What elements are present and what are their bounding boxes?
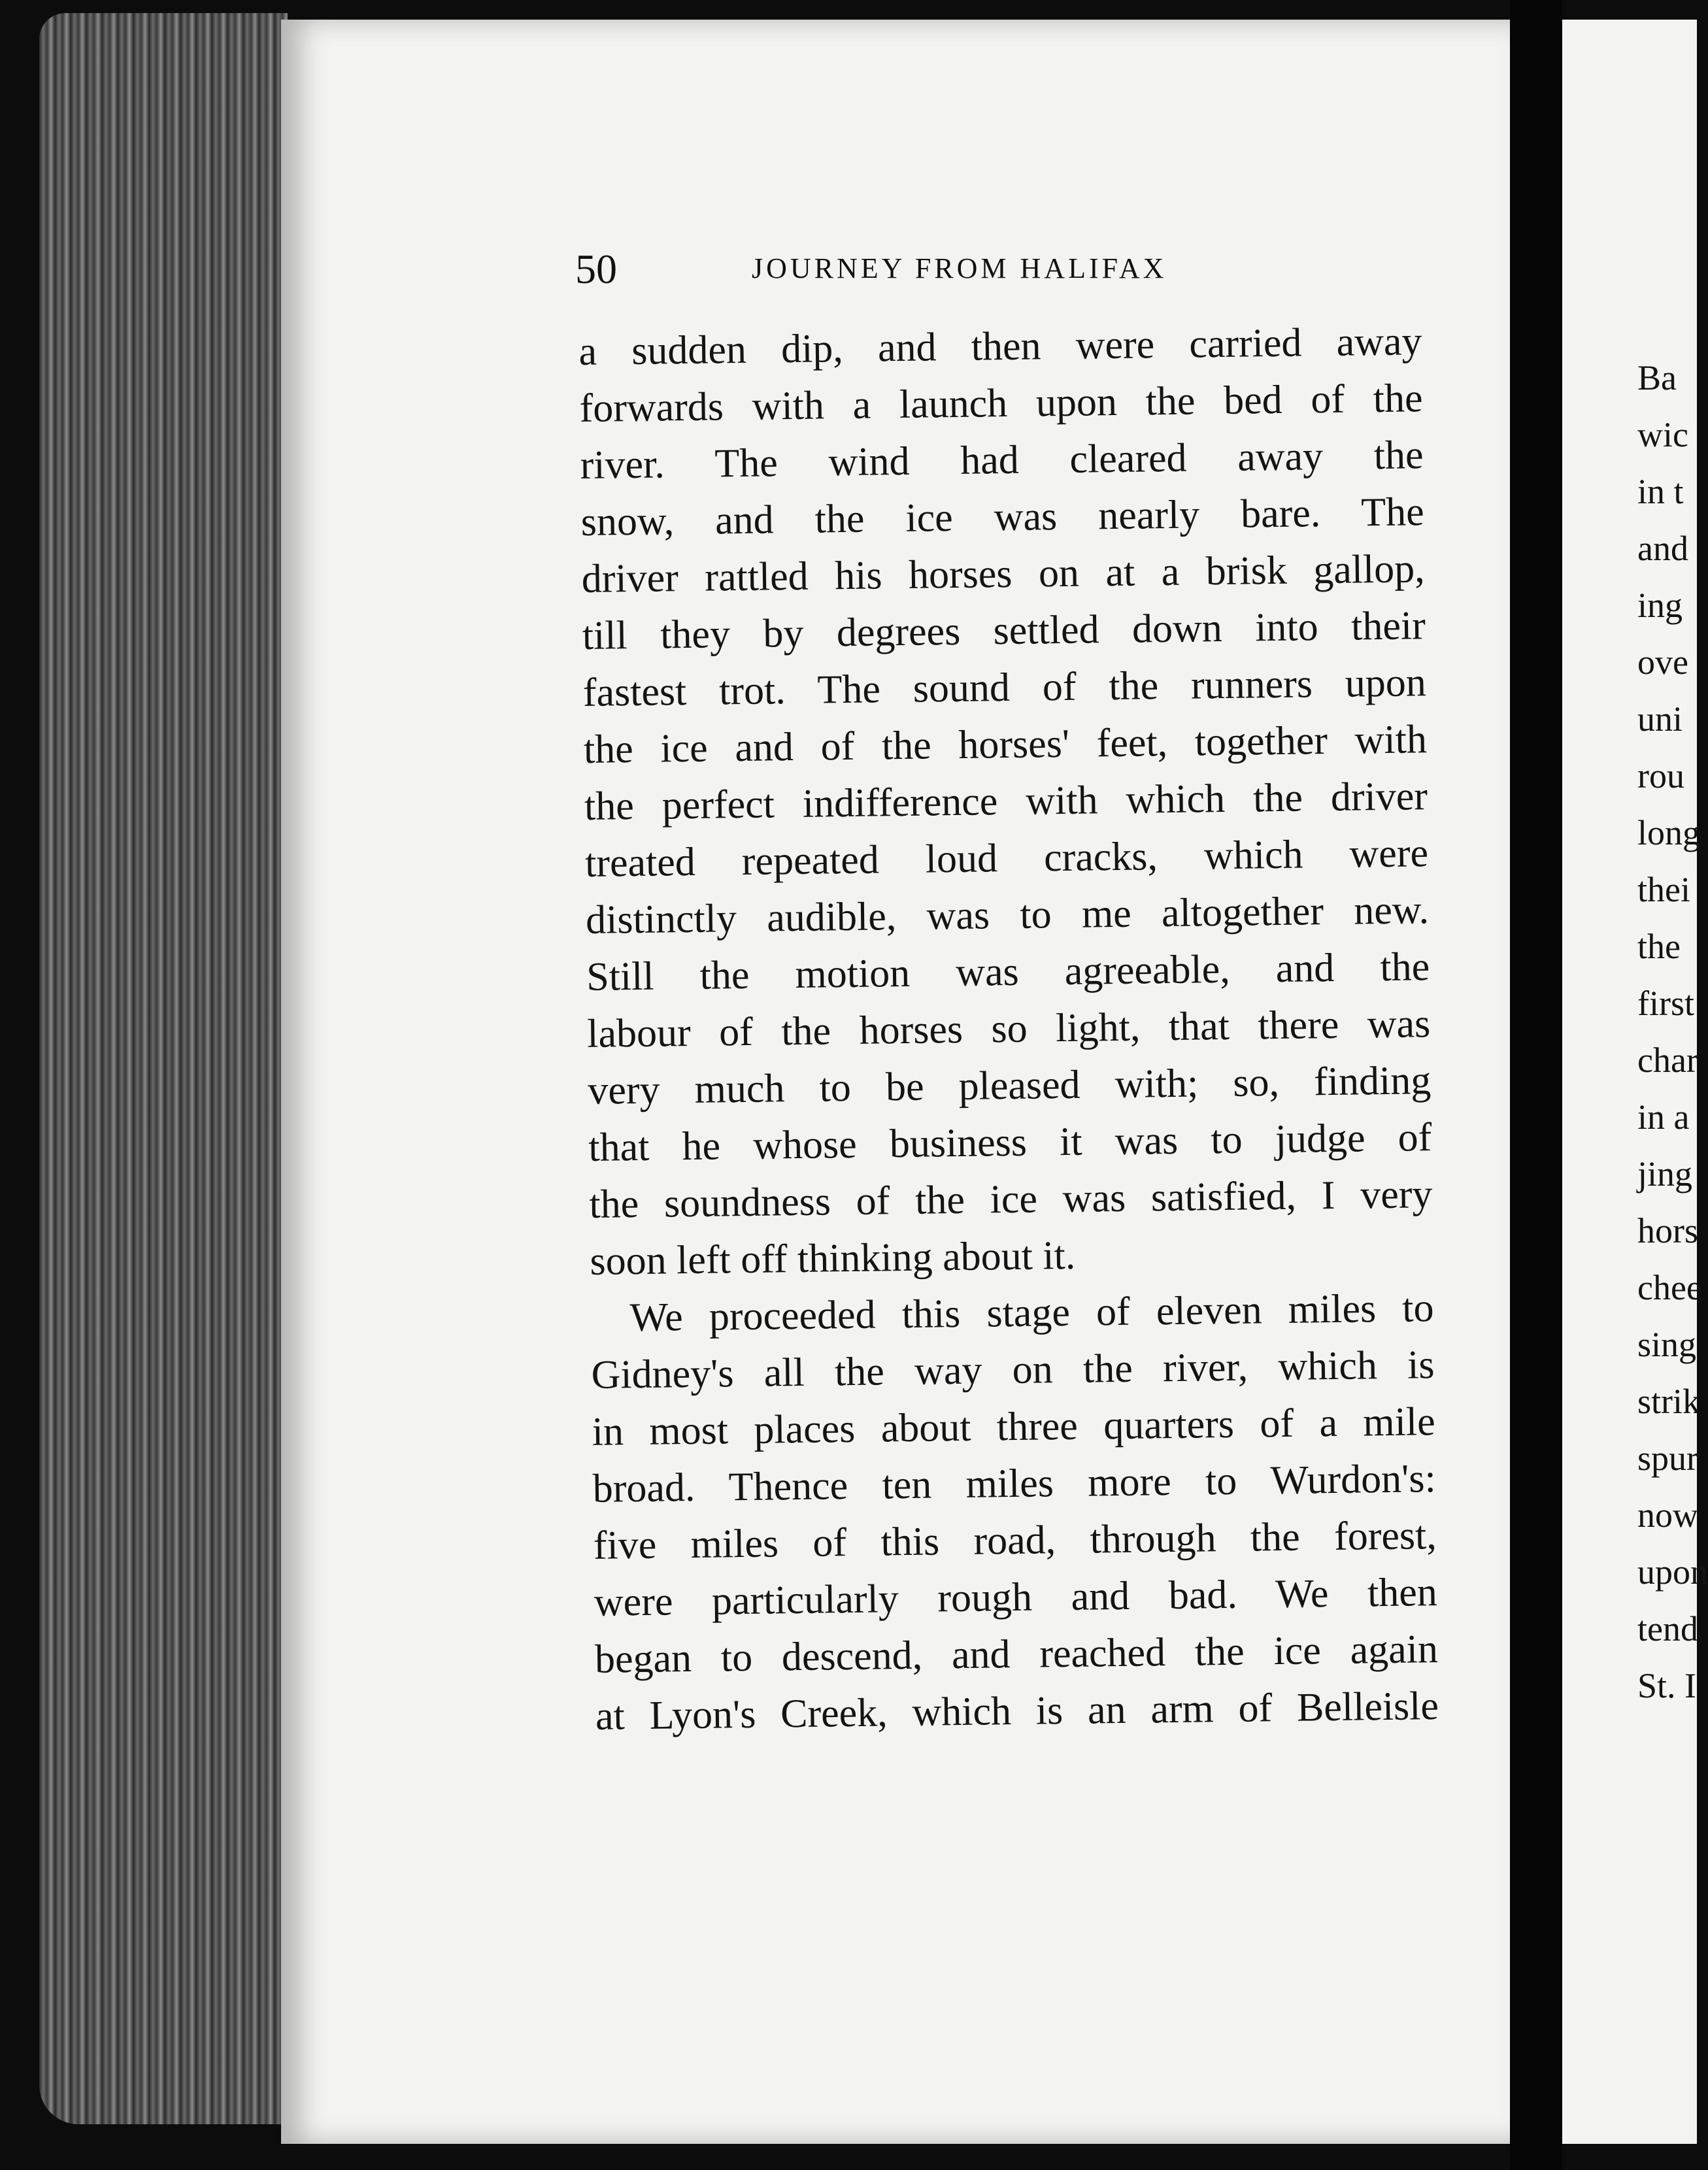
fragment-line: spur [1637, 1439, 1698, 1478]
facing-page-text [1637, 350, 1708, 1714]
text-line: five miles of this road, through the forest, [593, 1513, 1437, 1568]
fragment-line: rou [1637, 756, 1684, 795]
text-line: Gidney's all the way on the river, which is [591, 1343, 1435, 1397]
text-line: treated repeated loud cracks, which were [584, 831, 1429, 886]
fragment-line: long [1637, 813, 1701, 852]
fragment-line: ove [1637, 643, 1688, 682]
fragment-line: tend [1637, 1609, 1698, 1648]
fragment-line: sing [1637, 1325, 1697, 1364]
fragment-line: the [1637, 927, 1681, 966]
fragment-line: jing [1637, 1154, 1693, 1194]
text-line: the perfect indifference with which the driver [584, 774, 1428, 829]
text-line: soon left off thinking about it. [590, 1233, 1076, 1284]
text-line: Still the motion was agreeable, and the [586, 944, 1430, 999]
text-line: distinctly audible, was to me altogether new. [585, 888, 1430, 943]
text-line: We proceeded this stage of eleven miles to [629, 1286, 1434, 1341]
fragment-line: strik [1637, 1382, 1701, 1421]
text-line: in most places about three quarters of a mile [592, 1399, 1436, 1454]
text-line: broad. Thence ten miles more to Wurdon's: [592, 1456, 1437, 1511]
body-text [578, 313, 1439, 1745]
text-line: fastest trot. The sound of the runners upon [582, 660, 1427, 715]
text-line: driver rattled his horses on at a brisk gallop, [581, 546, 1426, 601]
fragment-line: uni [1637, 699, 1683, 739]
fragment-line: St. I [1637, 1666, 1697, 1705]
text-line: a sudden dip, and then were carried away [578, 319, 1422, 374]
fragment-line: upon [1637, 1552, 1708, 1592]
fragment-line: and [1637, 529, 1688, 568]
fragment-line: in a [1637, 1097, 1690, 1137]
text-line: were particularly rough and bad. We then [594, 1570, 1438, 1625]
text-line: till they by degrees settled down into their [582, 603, 1426, 658]
text-line: began to descend, and reached the ice again [594, 1627, 1439, 1682]
text-line: that he whose business it was to judge of [588, 1115, 1432, 1170]
text-line: river. The wind had cleared away the [580, 433, 1424, 488]
book-gutter [1510, 0, 1562, 2170]
book-page-edges [39, 13, 288, 2124]
text-line: very much to be pleased with; so, finding [587, 1058, 1432, 1113]
text-line: snow, and the ice was nearly bare. The [580, 490, 1425, 544]
text-line: the ice and of the horses' feet, together with [583, 717, 1428, 772]
fragment-line: chee [1637, 1268, 1702, 1307]
text-line: at Lyon's Creek, which is an arm of Belleisle [595, 1684, 1439, 1739]
fragment-line: wic [1637, 415, 1688, 454]
fragment-line: Ba [1637, 358, 1677, 397]
fragment-line: in t [1637, 472, 1684, 511]
fragment-line: thei [1637, 870, 1690, 909]
running-head: JOURNEY FROM HALIFAX [752, 252, 1167, 284]
text-line: forwards with a launch upon the bed of the [579, 376, 1423, 431]
fragment-line: hors [1637, 1211, 1698, 1250]
fragment-line: now [1637, 1495, 1698, 1535]
fragment-line: char [1637, 1041, 1698, 1080]
fragment-line: first [1637, 984, 1694, 1023]
fragment-line: ing [1637, 586, 1683, 625]
text-line: the soundness of the ice was satisfied, I very [589, 1172, 1433, 1227]
page-number: 50 [575, 246, 617, 292]
text-line: labour of the horses so light, that there was [586, 1001, 1431, 1056]
paragraph-2 [590, 1280, 1439, 1745]
paragraph-1 [578, 313, 1433, 1290]
